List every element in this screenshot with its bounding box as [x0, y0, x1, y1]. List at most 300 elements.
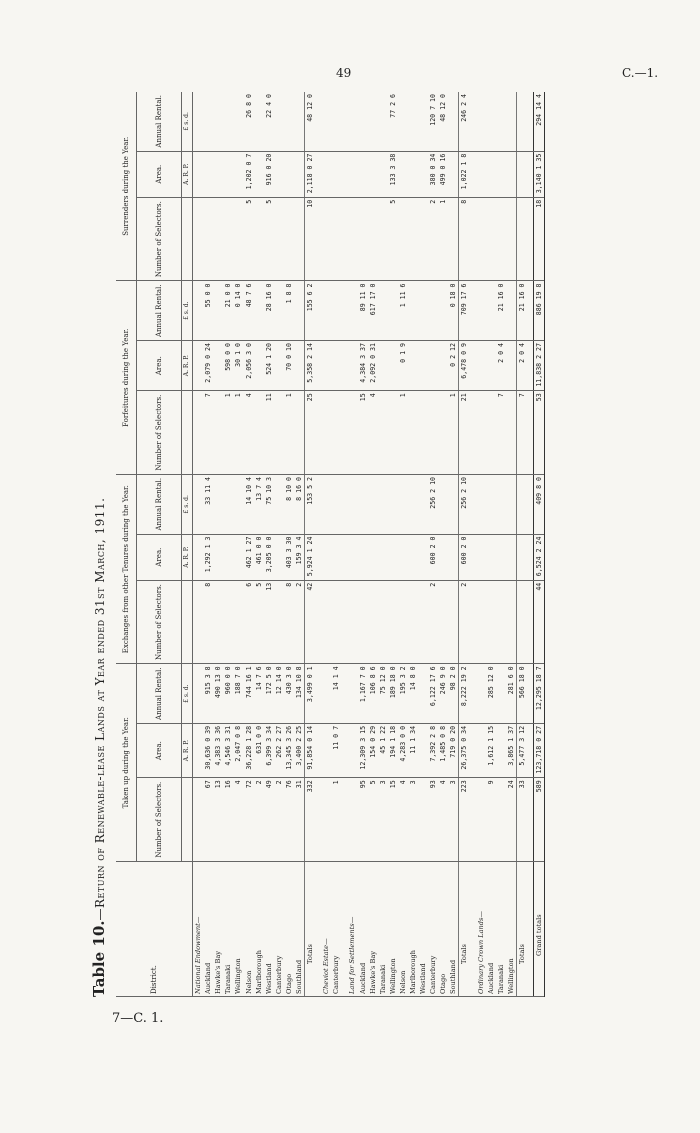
unit-header: A. R. P.	[182, 534, 193, 580]
value-cell	[496, 723, 506, 777]
value-cell	[418, 197, 428, 281]
value-cell: 7	[496, 391, 506, 475]
value-cell: 1,485 0 8	[438, 723, 448, 777]
value-cell	[418, 534, 428, 580]
value-cell	[486, 534, 496, 580]
value-cell	[274, 341, 284, 391]
value-cell: 55 0 0	[203, 281, 213, 341]
value-cell	[193, 474, 204, 534]
value-cell	[368, 474, 378, 534]
table-row	[398, 92, 408, 997]
column-header: Number of Selectors.	[137, 580, 182, 664]
value-cell: 1	[331, 778, 341, 862]
value-cell	[378, 92, 388, 151]
value-cell: 5	[368, 778, 378, 862]
value-cell	[448, 534, 459, 580]
value-cell	[223, 474, 233, 534]
page-number: 49	[336, 66, 352, 80]
district-cell: Totals	[516, 862, 527, 997]
value-cell	[331, 197, 341, 281]
value-cell	[203, 92, 213, 151]
value-cell	[321, 197, 331, 281]
value-cell: 14 1 4	[331, 664, 341, 724]
unit-header	[182, 197, 193, 281]
value-cell: 13,345 3 26	[284, 723, 294, 777]
value-cell	[213, 391, 223, 475]
value-cell	[378, 281, 388, 341]
table-row	[448, 92, 459, 997]
value-cell	[448, 92, 459, 151]
value-cell	[294, 151, 305, 197]
value-cell	[233, 197, 243, 281]
value-cell	[398, 580, 408, 664]
value-cell: 24	[506, 778, 517, 862]
value-cell	[368, 580, 378, 664]
value-cell	[203, 151, 213, 197]
value-cell	[223, 92, 233, 151]
value-cell	[358, 92, 368, 151]
value-cell	[496, 580, 506, 664]
value-cell	[193, 391, 204, 475]
value-cell	[321, 281, 331, 341]
value-cell	[398, 197, 408, 281]
value-cell	[476, 580, 486, 664]
value-cell: 13 7 4	[254, 474, 264, 534]
group-header-taken-up: Taken up during the Year.	[116, 664, 137, 862]
column-header: Area.	[137, 151, 182, 197]
table-row	[368, 92, 378, 997]
district-cell: Southland	[448, 862, 459, 997]
value-cell: 77 2 6	[388, 92, 398, 151]
value-cell	[516, 197, 527, 281]
value-cell	[486, 92, 496, 151]
value-cell	[476, 92, 486, 151]
value-cell	[438, 391, 448, 475]
value-cell: 2 0 4	[516, 341, 527, 391]
value-cell	[418, 778, 428, 862]
value-cell	[476, 723, 486, 777]
grand-total-row	[534, 92, 545, 997]
district-cell: Land for Settlements—	[347, 862, 357, 997]
value-cell: 33	[516, 778, 527, 862]
totals-row	[516, 92, 527, 997]
value-cell: 744 16 1	[244, 664, 254, 724]
value-cell	[233, 474, 243, 534]
value-cell	[438, 341, 448, 391]
value-cell: 76	[284, 778, 294, 862]
value-cell: 42	[305, 580, 316, 664]
value-cell: 13	[264, 580, 274, 664]
value-cell: 960 0 0	[223, 664, 233, 724]
value-cell	[358, 580, 368, 664]
value-cell: 93	[428, 778, 438, 862]
value-cell	[347, 281, 357, 341]
value-cell	[516, 474, 527, 534]
value-cell: 5	[264, 197, 274, 281]
value-cell	[294, 281, 305, 341]
value-cell: 3,400 2 25	[294, 723, 305, 777]
value-cell: 4	[233, 778, 243, 862]
district-cell: Totals	[459, 862, 470, 997]
value-cell	[476, 341, 486, 391]
unit-header: A. R. P.	[182, 341, 193, 391]
value-cell	[388, 534, 398, 580]
value-cell: 589	[534, 778, 545, 862]
value-cell: 12 14 0	[274, 664, 284, 724]
value-cell: 189 18 0	[388, 664, 398, 724]
value-cell	[274, 151, 284, 197]
totals-row	[305, 92, 316, 997]
value-cell	[486, 281, 496, 341]
value-cell: 719 0 20	[448, 723, 459, 777]
district-header: District.	[116, 862, 193, 997]
table-row	[506, 92, 517, 997]
value-cell: 2	[428, 580, 438, 664]
table-row	[331, 92, 341, 997]
district-cell: Hawke's Bay	[213, 862, 223, 997]
value-cell: 133 3 38	[388, 151, 398, 197]
value-cell	[358, 197, 368, 281]
value-cell	[233, 534, 243, 580]
value-cell: 18	[534, 197, 545, 281]
district-cell: Ordinary Crown Lands—	[476, 862, 486, 997]
value-cell: 709 17 6	[459, 281, 470, 341]
value-cell	[506, 474, 517, 534]
value-cell	[448, 197, 459, 281]
value-cell	[321, 341, 331, 391]
value-cell: 7	[516, 391, 527, 475]
group-header-surrenders: Surrenders during the Year.	[116, 92, 137, 281]
table-row	[418, 92, 428, 997]
column-header: Number of Selectors.	[137, 778, 182, 862]
district-cell: National Endowment—	[193, 862, 204, 997]
value-cell	[418, 664, 428, 724]
value-cell	[476, 664, 486, 724]
value-cell: 2,079 0 24	[203, 341, 213, 391]
value-cell	[516, 534, 527, 580]
value-cell	[321, 391, 331, 475]
value-cell: 13	[213, 778, 223, 862]
value-cell	[476, 391, 486, 475]
value-cell	[223, 534, 233, 580]
value-cell	[223, 580, 233, 664]
value-cell	[408, 281, 418, 341]
value-cell: 36,228 1 28	[244, 723, 254, 777]
table-row	[254, 92, 264, 997]
value-cell	[378, 534, 388, 580]
value-cell: 21 16 0	[496, 281, 506, 341]
value-cell	[321, 778, 331, 862]
value-cell	[496, 197, 506, 281]
unit-header	[182, 391, 193, 475]
value-cell	[378, 341, 388, 391]
value-cell	[213, 534, 223, 580]
value-cell: 10	[305, 197, 316, 281]
table-row	[486, 92, 496, 997]
value-cell: 246 2 4	[459, 92, 470, 151]
district-cell: Canterbury	[274, 862, 284, 997]
value-cell: 21	[459, 391, 470, 475]
value-cell: 499 0 16	[438, 151, 448, 197]
value-cell: 598 0 0	[223, 341, 233, 391]
value-cell: 75 10 3	[264, 474, 274, 534]
value-cell: 153 5 2	[305, 474, 316, 534]
column-header: Annual Rental.	[137, 664, 182, 724]
value-cell	[321, 151, 331, 197]
district-cell: Taranaki	[378, 862, 388, 997]
value-cell	[496, 534, 506, 580]
table-row	[438, 92, 448, 997]
value-cell: 195 3 2	[398, 664, 408, 724]
value-cell: 285 12 0	[486, 664, 496, 724]
value-cell: 1	[448, 391, 459, 475]
district-cell: Otago	[284, 862, 294, 997]
value-cell	[284, 92, 294, 151]
value-cell	[213, 151, 223, 197]
value-cell: 25	[305, 391, 316, 475]
column-header: Annual Rental.	[137, 281, 182, 341]
value-cell: 3,140 1 35	[534, 151, 545, 197]
group-header-forfeitures: Forfeitures during the Year.	[116, 281, 137, 475]
value-cell: 5,477 3 12	[516, 723, 527, 777]
value-cell	[213, 474, 223, 534]
value-cell	[368, 92, 378, 151]
value-cell	[378, 474, 388, 534]
value-cell: 1 8 8	[284, 281, 294, 341]
value-cell	[408, 534, 418, 580]
value-cell	[347, 92, 357, 151]
value-cell: 2	[459, 580, 470, 664]
table-row	[496, 92, 506, 997]
value-cell: 1	[233, 391, 243, 475]
value-cell: 4,383 3 36	[213, 723, 223, 777]
value-cell: 95	[358, 778, 368, 862]
value-cell	[486, 341, 496, 391]
value-cell	[213, 92, 223, 151]
value-cell: 2,118 0 27	[305, 151, 316, 197]
value-cell: 2	[428, 197, 438, 281]
value-cell: 1	[398, 391, 408, 475]
value-cell: 5	[388, 197, 398, 281]
value-cell	[358, 474, 368, 534]
value-cell: 1,202 0 7	[244, 151, 254, 197]
value-cell: 2	[294, 580, 305, 664]
value-cell: 11,838 2 27	[534, 341, 545, 391]
value-cell	[506, 92, 517, 151]
value-cell: 154 0 29	[368, 723, 378, 777]
value-cell: 22 4 0	[264, 92, 274, 151]
value-cell	[388, 580, 398, 664]
district-cell: Canterbury	[331, 862, 341, 997]
value-cell: 67	[203, 778, 213, 862]
value-cell	[254, 341, 264, 391]
value-cell	[233, 92, 243, 151]
value-cell: 5,924 1 24	[305, 534, 316, 580]
value-cell	[398, 92, 408, 151]
column-header: Annual Rental.	[137, 474, 182, 534]
rotated-table-area	[90, 92, 655, 997]
value-cell: 3	[378, 778, 388, 862]
value-cell	[388, 341, 398, 391]
value-cell: 14 8 0	[408, 664, 418, 724]
value-cell: 462 1 27	[244, 534, 254, 580]
value-cell: 600 2 0	[428, 534, 438, 580]
value-cell	[213, 197, 223, 281]
value-cell: 48 7 6	[244, 281, 254, 341]
value-cell: 6,399 3 34	[264, 723, 274, 777]
district-cell: Nelson	[398, 862, 408, 997]
value-cell	[213, 580, 223, 664]
unit-header: £ s. d.	[182, 92, 193, 151]
table-row	[408, 92, 418, 997]
value-cell: 8	[203, 580, 213, 664]
value-cell	[274, 281, 284, 341]
value-cell	[418, 723, 428, 777]
table-row	[294, 92, 305, 997]
value-cell	[496, 778, 506, 862]
value-cell	[438, 474, 448, 534]
value-cell	[486, 580, 496, 664]
district-cell: Westland	[264, 862, 274, 997]
document-reference: C.—1.	[622, 66, 659, 80]
value-cell: 31	[294, 778, 305, 862]
district-cell: Cheviot Estate—	[321, 862, 331, 997]
table-row	[358, 92, 368, 997]
value-cell	[193, 778, 204, 862]
district-cell: Marlborough	[254, 862, 264, 997]
value-cell: 21 16 0	[516, 281, 527, 341]
table-row	[428, 92, 438, 997]
district-cell: Southland	[294, 862, 305, 997]
value-cell: 256 2 10	[428, 474, 438, 534]
value-cell	[418, 341, 428, 391]
value-cell	[496, 151, 506, 197]
value-cell	[486, 197, 496, 281]
value-cell: 4	[368, 391, 378, 475]
value-cell: 44	[534, 580, 545, 664]
value-cell: 48 12 0	[305, 92, 316, 151]
value-cell	[418, 391, 428, 475]
value-cell: 172 5 0	[264, 664, 274, 724]
value-cell	[378, 391, 388, 475]
value-cell: 409 8 0	[534, 474, 545, 534]
value-cell	[496, 664, 506, 724]
value-cell	[193, 664, 204, 724]
value-cell: 4,384 3 37	[358, 341, 368, 391]
value-cell: 4	[398, 778, 408, 862]
value-cell	[506, 341, 517, 391]
value-cell	[388, 281, 398, 341]
value-cell	[418, 92, 428, 151]
value-cell: 0 18 0	[448, 281, 459, 341]
value-cell: 11 1 34	[408, 723, 418, 777]
unit-header	[182, 778, 193, 862]
district-cell: Taranaki	[496, 862, 506, 997]
value-cell: 21 0 0	[223, 281, 233, 341]
district-cell: Totals	[305, 862, 316, 997]
unit-header	[182, 580, 193, 664]
value-cell	[408, 580, 418, 664]
value-cell	[254, 92, 264, 151]
value-cell	[193, 580, 204, 664]
value-cell	[347, 197, 357, 281]
value-cell: 256 2 10	[459, 474, 470, 534]
value-cell: 72	[244, 778, 254, 862]
value-cell	[408, 341, 418, 391]
value-cell	[506, 534, 517, 580]
value-cell	[388, 391, 398, 475]
value-cell	[223, 197, 233, 281]
value-cell: 12,309 3 15	[358, 723, 368, 777]
value-cell: 14 10 4	[244, 474, 254, 534]
value-cell: 188 7 0	[233, 664, 243, 724]
district-cell: Canterbury	[428, 862, 438, 997]
unit-header: A. R. P.	[182, 723, 193, 777]
value-cell	[408, 474, 418, 534]
table-row	[347, 92, 357, 997]
district-cell: Otago	[438, 862, 448, 997]
column-header: Area.	[137, 341, 182, 391]
value-cell: 6,478 0 9	[459, 341, 470, 391]
value-cell	[418, 580, 428, 664]
table-row	[388, 92, 398, 997]
value-cell: 11	[264, 391, 274, 475]
value-cell: 1,022 1 8	[459, 151, 470, 197]
value-cell: 461 0 0	[254, 534, 264, 580]
value-cell	[408, 151, 418, 197]
value-cell	[408, 391, 418, 475]
value-cell: 430 3 0	[284, 664, 294, 724]
value-cell	[506, 391, 517, 475]
value-cell: 45 1 22	[378, 723, 388, 777]
value-cell	[476, 534, 486, 580]
value-cell: 7	[203, 391, 213, 475]
value-cell: 5	[244, 197, 254, 281]
value-cell	[358, 151, 368, 197]
column-header: Area.	[137, 534, 182, 580]
table-row	[233, 92, 243, 997]
value-cell: 524 1 20	[264, 341, 274, 391]
value-cell	[347, 341, 357, 391]
value-cell	[438, 534, 448, 580]
value-cell	[486, 391, 496, 475]
value-cell	[448, 580, 459, 664]
value-cell	[213, 341, 223, 391]
value-cell	[448, 474, 459, 534]
value-cell	[428, 391, 438, 475]
value-cell: 3,865 1 37	[506, 723, 517, 777]
value-cell: 75 12 0	[378, 664, 388, 724]
value-cell: 70 0 10	[284, 341, 294, 391]
value-cell	[331, 151, 341, 197]
value-cell	[284, 197, 294, 281]
district-cell: Westland	[418, 862, 428, 997]
value-cell	[506, 281, 517, 341]
value-cell	[254, 391, 264, 475]
value-cell: 26,375 0 34	[459, 723, 470, 777]
value-cell: 2,092 0 31	[368, 341, 378, 391]
value-cell: 2 0 4	[496, 341, 506, 391]
value-cell	[233, 151, 243, 197]
value-cell	[378, 197, 388, 281]
value-cell: 403 3 30	[284, 534, 294, 580]
value-cell	[347, 474, 357, 534]
value-cell	[418, 281, 428, 341]
value-cell: 2	[254, 778, 264, 862]
value-cell: 3,205 0 0	[264, 534, 274, 580]
value-cell	[378, 580, 388, 664]
value-cell	[223, 151, 233, 197]
